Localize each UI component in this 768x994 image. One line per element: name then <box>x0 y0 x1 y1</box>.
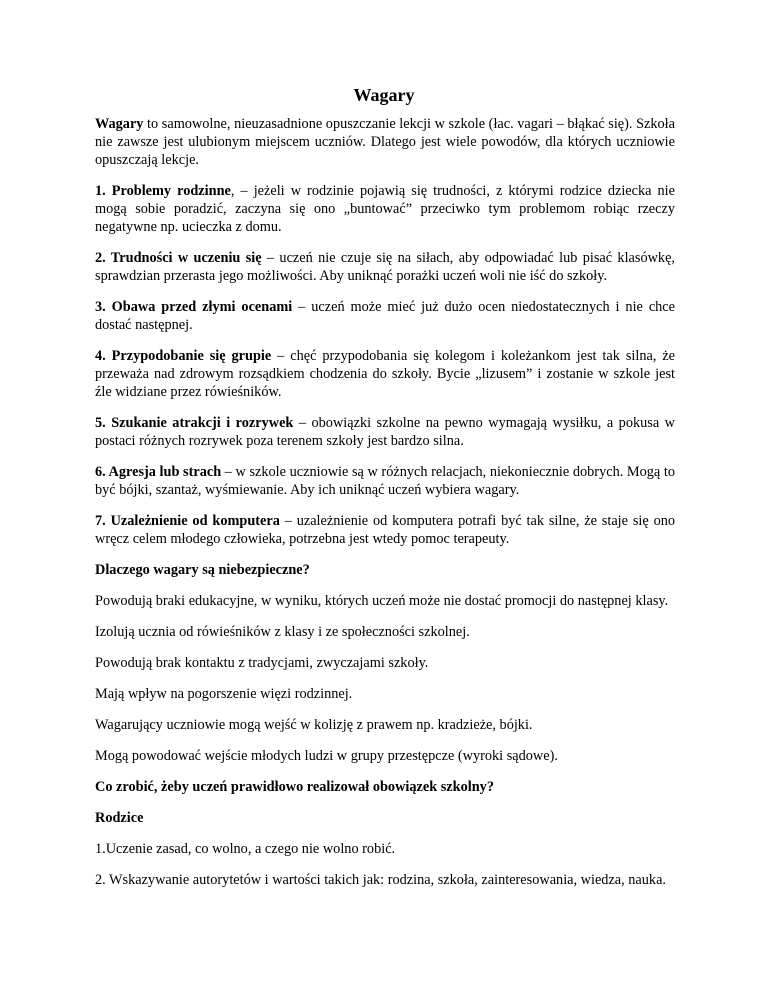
intro-text: to samowolne, nieuzasadnione opuszczanie lekcji w szkole (łac. vagari – błąkać się). Szkoła nie zawsze jest ulubionym miejscem uczniów. Dlatego jest wiele powodów, dla których uczniowie opuszczają lekcje. <box>95 116 675 168</box>
reason-label: 5. Szukanie atrakcji i rozrywek <box>95 415 294 431</box>
danger-item: Powodują brak kontaktu z tradycjami, zwyczajami szkoły. <box>95 655 429 671</box>
danger-item: Wagarujący uczniowie mogą wejść w kolizję z prawem np. kradzieże, bójki. <box>95 717 533 733</box>
reason-text: – chęć przypodobania się kolegom i koleżankom jest tak silna, że przeważa nad zdrowym rozsądkiem chodzenia do szkoły. Bycie „lizusem” i zostanie w szkole jest źle widziane przez rówieśników. <box>95 348 676 400</box>
danger-heading: Dlaczego wagary są niebezpieczne? <box>95 562 310 578</box>
reason-item <box>95 182 675 236</box>
reason-label: 4. Przypodobanie się grupie <box>95 348 272 364</box>
danger-item: Izolują ucznia od rówieśników z klasy i ze społeczności szkolnej. <box>95 624 470 640</box>
danger-item: Mają wpływ na pogorszenie więzi rodzinnej. <box>95 686 353 702</box>
reason-item <box>95 414 675 450</box>
reason-item <box>95 249 675 285</box>
danger-item: Mogą powodować wejście młodych ludzi w grupy przestępcze (wyroki sądowe). <box>95 748 558 764</box>
reason-text: – w szkole uczniowie są w różnych relacjach, niekoniecznie dobrych. Mogą to być bójki, szantaż, wyśmiewanie. Aby ich uniknąć uczeń wybiera wagary. <box>95 464 675 498</box>
parents-item: 2. Wskazywanie autorytetów i wartości takich jak: rodzina, szkoła, zainteresowania, wiedza, nauka. <box>95 872 666 888</box>
reason-text: – uzależnienie od komputera potrafi być tak silne, że staje się ono wręcz celem młodego człowieka, potrzebna jest wtedy pomoc terapeuty. <box>95 513 676 547</box>
intro-term: Wagary <box>95 116 144 132</box>
reason-text: , – jeżeli w rodzinie pojawią się trudności, z którymi rodzice dziecka nie mogą sobie poradzić, zaczyna się ono „buntować” przeciwko tym problemom robiąc rzeczy negatywne np. ucieczka z domu. <box>95 183 675 235</box>
reason-label: 7. Uzależnienie od komputera <box>95 513 280 529</box>
reason-text: – uczeń może mieć już dużo ocen niedostatecznych i nie chce dostać następnej. <box>95 299 676 333</box>
danger-item: Powodują braki edukacyjne, w wyniku, których uczeń może nie dostać promocji do następnej klasy. <box>95 593 669 609</box>
parents-item: 1.Uczenie zasad, co wolno, a czego nie wolno robić. <box>95 841 396 857</box>
reason-label: 1. Problemy rodzinne <box>95 183 231 199</box>
reason-item <box>95 463 675 499</box>
intro-paragraph <box>95 115 675 169</box>
parents-heading: Rodzice <box>95 810 144 826</box>
reason-label: 6. Agresja lub strach <box>95 464 222 480</box>
reason-text: – uczeń nie czuje się na siłach, aby odpowiadać lub pisać klasówkę, sprawdzian przerasta jego możliwości. Aby uniknąć porażki uczeń woli nie iść do szkoły. <box>95 250 675 284</box>
reason-label: 2. Trudności w uczeniu się <box>95 250 262 266</box>
reason-item <box>95 298 675 334</box>
reason-item <box>95 512 675 548</box>
reason-item <box>95 347 675 401</box>
reason-label: 3. Obawa przed złymi ocenami <box>95 299 293 315</box>
reason-text: – obowiązki szkolne na pewno wymagają wysiłku, a pokusa w postaci różnych rozrywek poza terenem szkoły jest bardzo silna. <box>95 415 675 449</box>
what-to-do-heading: Co zrobić, żeby uczeń prawidłowo realizował obowiązek szkolny? <box>95 779 494 795</box>
document-title: Wagary <box>353 85 415 105</box>
document-body <box>95 115 675 902</box>
